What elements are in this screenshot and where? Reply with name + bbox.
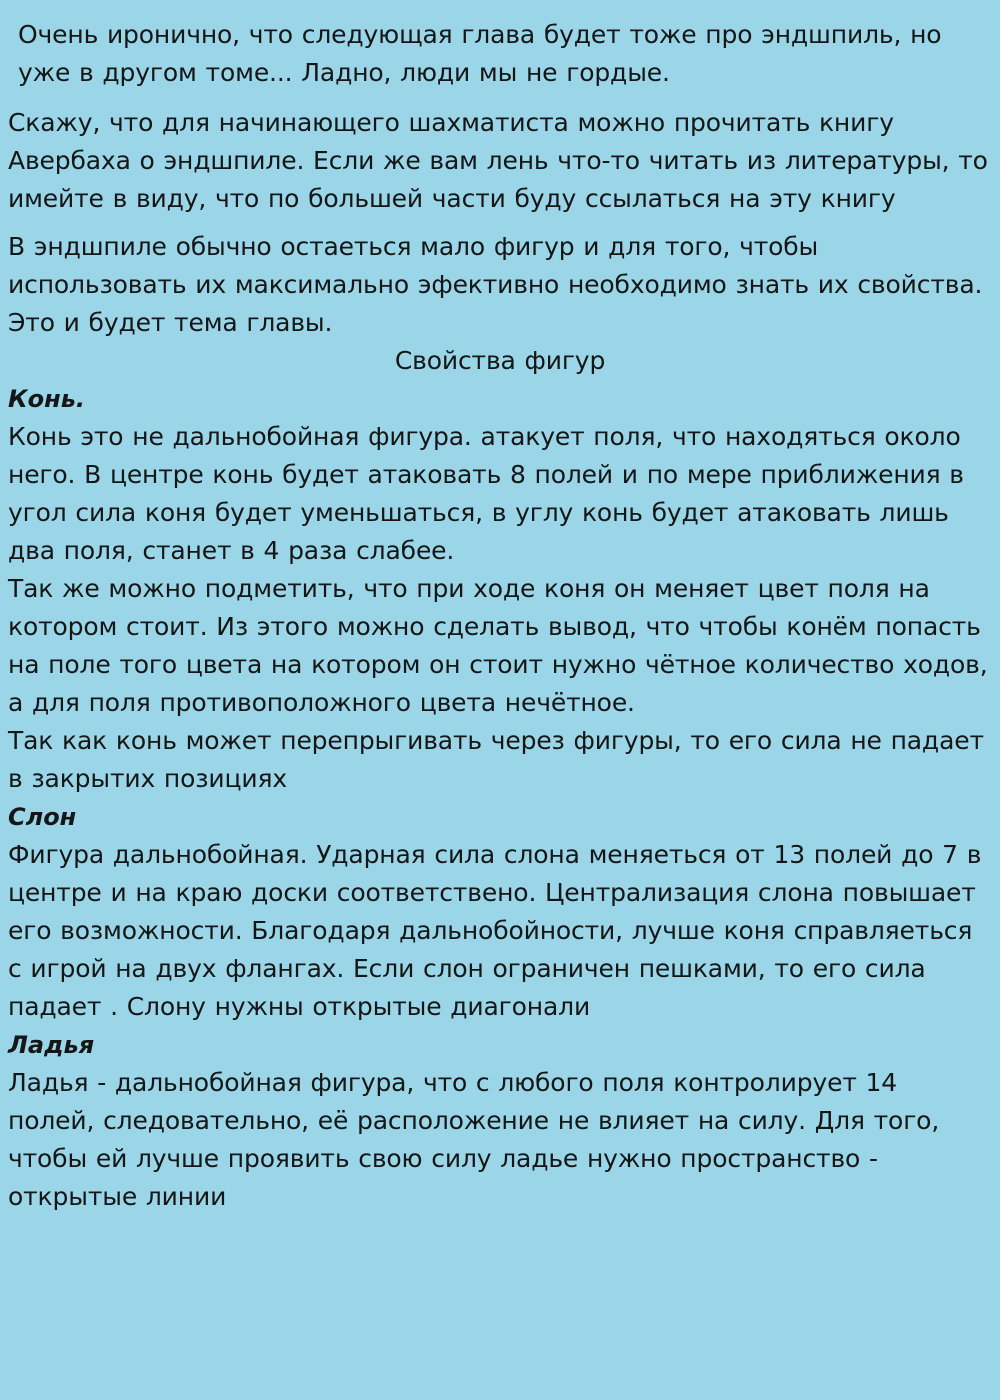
intro-paragraph: Очень иронично, что следующая глава будет тоже про эндшпиль, но уже в другом томе... Ладно, люди мы не гордые. — [18, 20, 942, 87]
knight-paragraph-2: Так же можно подметить, что при ходе коня он меняет цвет поля на котором стоит. Из этого можно сделать вывод, что чтобы конём попасть на поле того цвета на котором он стоит нужно чётное количество ходов, а для поля противоположного цвета нечётное. — [8, 574, 988, 717]
knight-heading: Конь. — [8, 385, 85, 413]
paragraph-book-recommendation: Скажу, что для начинающего шахматиста можно прочитать книгу Авербаха о эндшпиле. Если же вам лень что-то читать из литературы, то имейте в виду, что по большей части буду ссылаться на эту книгу — [8, 108, 988, 213]
section-title: Свойства фигур — [394, 346, 606, 375]
rook-paragraph: Ладья - дальнобойная фигура, что с любого поля контролирует 14 полей, следовательно, её расположение не влияет на силу. Для того, чтобы ей лучше проявить свою силу ладье нужно пространство - открытые линии — [8, 1068, 940, 1211]
bishop-heading: Слон — [8, 803, 77, 831]
bishop-paragraph: Фигура дальнобойная. Ударная сила слона меняеться от 13 полей до 7 в центре и на краю доски соответствено. Централизация слона повышает его возможности. Благодаря дальнобойности, лучше коня справляеться с игрой на двух флангах. Если слон ограничен пешками, то его сила падает . Слону нужны открытые диагонали — [8, 840, 982, 1021]
rook-heading: Ладья — [8, 1031, 95, 1059]
knight-paragraph-3: Так как конь может перепрыгивать через фигуры, то его сила не падает в закрытих позициях — [8, 726, 984, 793]
paragraph-chapter-theme: В эндшпиле обычно остаеться мало фигур и для того, чтобы использовать их максимально эфективно необходимо знать их свойства. Это и будет тема главы. — [8, 232, 983, 337]
knight-paragraph-1: Конь это не дальнобойная фигура. атакует поля, что находяться около него. В центре конь будет атаковать 8 полей и по мере приближения в угол сила коня будет уменьшаться, в углу конь будет атаковать лишь два поля, станет в 4 раза слабее. — [8, 422, 964, 565]
